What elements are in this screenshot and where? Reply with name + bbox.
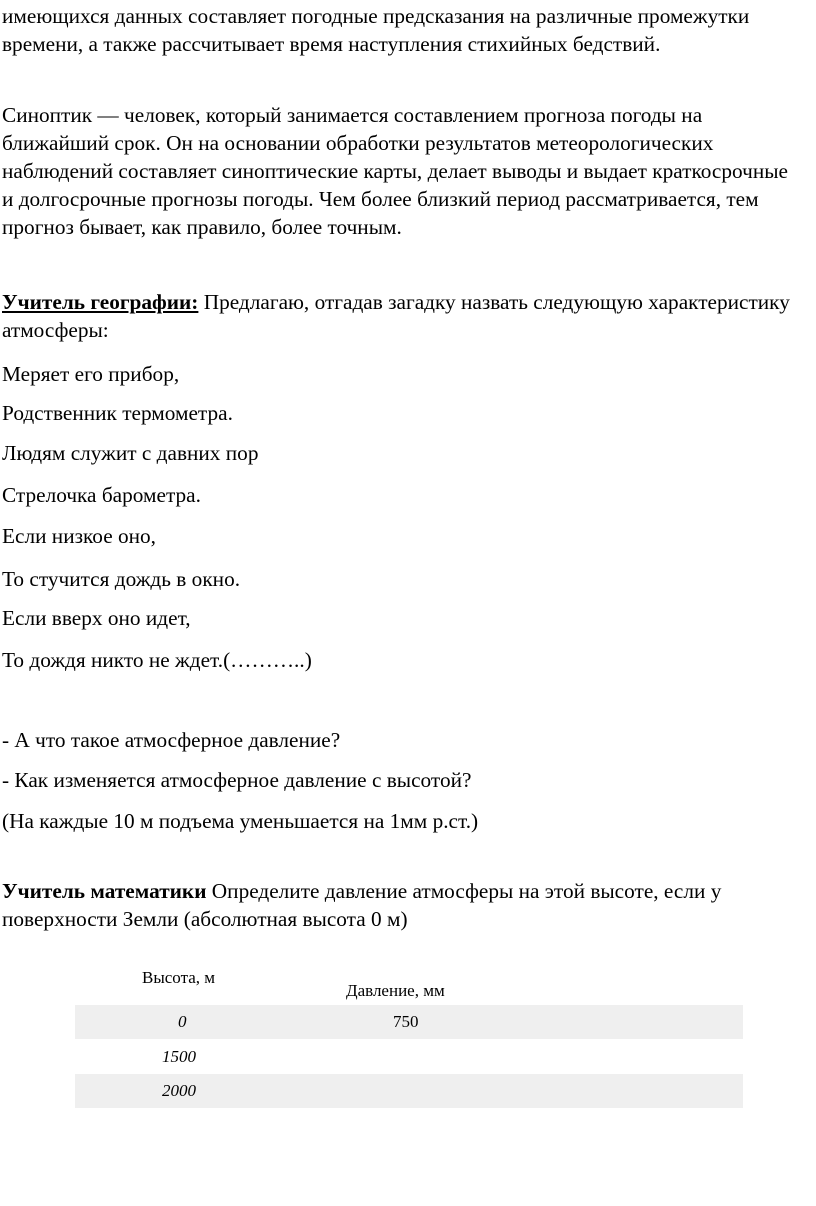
math-teacher-text: Определите давление атмосферы на этой высоте, если у поверхности Земли (абсолютная высота 0 м): [2, 879, 722, 931]
question-line: - А что такое атмосферное давление?: [2, 728, 341, 752]
table-row: [75, 1040, 743, 1074]
riddle-line: Родственник термометра.: [2, 401, 233, 425]
riddle-line: Если низкое оно,: [2, 524, 156, 548]
table-cell-pressure: 750: [393, 1012, 419, 1031]
table-header-pressure: Давление, мм: [346, 981, 445, 1000]
riddle-line: Людям служит с давних пор: [2, 441, 259, 465]
riddle-line: Стрелочка барометра.: [2, 483, 201, 507]
table-cell-height: 1500: [162, 1047, 196, 1066]
riddle-line: Меряет его прибор,: [2, 362, 180, 386]
synoptic-paragraph: Синоптик — человек, который занимается составлением прогноза погоды на ближайший срок. Он на основании обработки результатов метеорологических наблюдений составляет синоптические карты, делает выводы и выдает краткосрочные и долгосрочные прогнозы погоды. Чем более близкий период рассматривается, тем прогноз бывает, как правило, более точным.: [2, 103, 788, 239]
riddle-line: Если вверх оно идет,: [2, 606, 191, 630]
table-cell-height: 0: [178, 1012, 187, 1031]
geography-teacher-label: Учитель географии:: [2, 290, 199, 314]
math-teacher-label: Учитель математики: [2, 879, 207, 903]
question-line: - Как изменяется атмосферное давление с высотой?: [2, 768, 472, 792]
riddle-line: То дождя никто не ждет.(………..): [2, 648, 312, 672]
geography-paragraph: [2, 288, 802, 344]
table-header-height: Высота, м: [142, 968, 216, 987]
geography-teacher-text: Предлагаю, отгадав загадку назвать следующую характеристику атмосферы:: [2, 290, 790, 342]
table-row: [75, 1005, 743, 1039]
intro-paragraph: имеющихся данных составляет погодные предсказания на различные промежутки времени, а также рассчитывает время наступления стихийных бедствий.: [2, 4, 750, 56]
riddle-line: То стучится дождь в окно.: [2, 567, 241, 591]
math-paragraph: [2, 877, 802, 933]
table-cell-height: 2000: [162, 1081, 196, 1100]
question-line: (На каждые 10 м подъема уменьшается на 1мм р.ст.): [2, 809, 479, 833]
table-row: [75, 1074, 743, 1108]
